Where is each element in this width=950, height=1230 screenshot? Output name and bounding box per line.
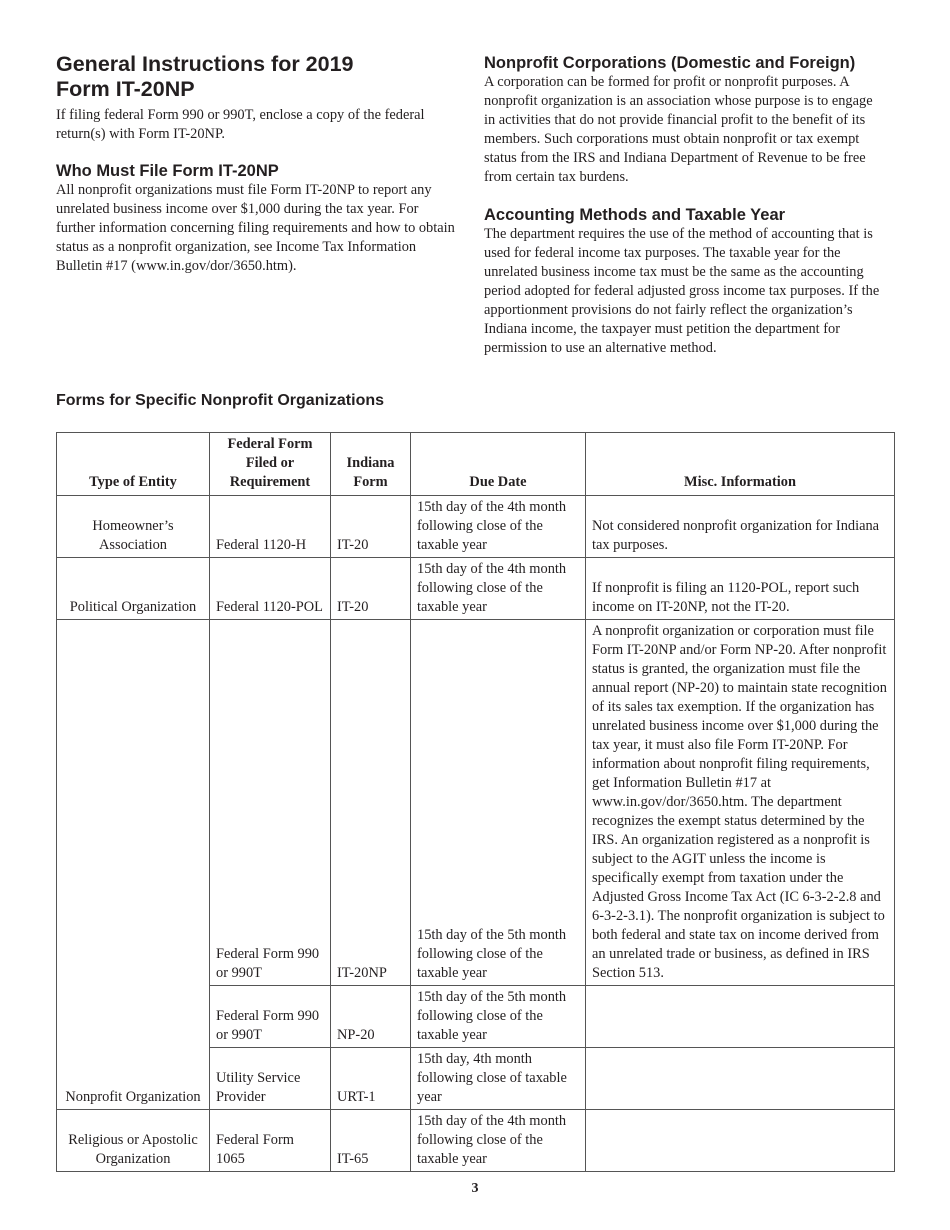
indiana-form-cell: URT-1 [331,1048,411,1110]
due-date-cell: 15th day of the 5th month following close of the taxable year [411,986,586,1048]
misc-info-cell [586,1048,895,1110]
indiana-form-cell: NP-20 [331,986,411,1048]
page-number: 3 [471,1181,479,1196]
page-title [56,52,458,102]
indiana-form-cell: IT-20 [331,558,411,620]
header-misc-information: Misc. Information [586,433,895,496]
forms-table [56,432,895,1172]
table-header-row [57,433,895,496]
who-must-file-heading: Who Must File Form IT-20NP [56,162,279,180]
entity-cell: Religious or Apostolic Organization [57,1110,210,1172]
federal-form-cell: Federal 1120-POL [210,558,331,620]
entity-cell: Political Organization [57,558,210,620]
nonprofit-corporations-paragraph: A corporation can be formed for profit or nonprofit purposes. A nonprofit organization is an association whose purpose is to engage in activities that do not provide financial profit to the benefit of its members. Such corporations must obtain nonprofit or tax exempt status from the IRS and Indiana Department of Revenue to be free from certain tax burdens. [484,74,873,185]
indiana-form-cell: IT-20NP [331,620,411,986]
indiana-form-cell: IT-65 [331,1110,411,1172]
table-row [57,496,895,558]
federal-form-cell: Utility Service Provider [210,1048,331,1110]
entity-cell: Homeowner’s Association [57,496,210,558]
who-must-file-paragraph: All nonprofit organizations must file Form IT-20NP to report any unrelated business income over $1,000 during the tax year. For further information concerning filing requirements and how to obtain status as a nonprofit organization, see Income Tax Information Bulletin #17 (www.in.gov/dor/3650.htm). [56,182,455,274]
intro-paragraph: If filing federal Form 990 or 990T, enclose a copy of the federal return(s) with Form IT-20NP. [56,107,425,142]
federal-form-cell: Federal Form 990 or 990T [210,986,331,1048]
table-row [57,1110,895,1172]
header-federal-form: Federal Form Filed or Requirement [210,433,331,496]
header-indiana-form: Indiana Form [331,433,411,496]
federal-form-cell: Federal 1120-H [210,496,331,558]
due-date-cell: 15th day of the 4th month following close of the taxable year [411,1110,586,1172]
table-row [57,558,895,620]
federal-form-cell: Federal Form 1065 [210,1110,331,1172]
misc-info-cell [586,986,895,1048]
forms-table-heading: Forms for Specific Nonprofit Organizations [56,392,385,409]
accounting-methods-paragraph: The department requires the use of the method of accounting that is used for federal income tax purposes. The taxable year for the unrelated business income tax must be the same as the accounting period adopted for federal adjusted gross income tax purposes. If the apportionment provisions do not fairly reflect the organization’s Indiana income, the taxpayer must petition the department for permission to use an alternative method. [484,226,880,356]
due-date-cell: 15th day of the 5th month following close of the taxable year [411,620,586,986]
misc-info-cell: If nonprofit is filing an 1120-POL, report such income on IT-20NP, not the IT-20. [586,558,895,620]
entity-cell: Nonprofit Organization [57,620,210,1110]
misc-info-cell: Not considered nonprofit organization for Indiana tax purposes. [586,496,895,558]
header-due-date: Due Date [411,433,586,496]
due-date-cell: 15th day of the 4th month following close of the taxable year [411,558,586,620]
misc-info-cell: A nonprofit organization or corporation must file Form IT-20NP and/or Form NP-20. After nonprofit status is granted, the organization must file the annual report (NP-20) to maintain state recognition of its sales tax exemption. If the organization has unrelated business income over $1,000 during the tax year, it must also file Form IT-20NP. For information about nonprofit filing requirements, get Information Bulletin #17 at www.in.gov/dor/3650.htm. The department recognizes the exempt status determined by the IRS. An organization registered as a nonprofit is subject to the AGIT unless the income is specifically exempt from taxation under the Adjusted Gross Income Tax Act (IC 6-3-2-2.8 and 6-3-2-3.1). The nonprofit organization is subject to both federal and state tax on income derived from an unrelated trade or business, as defined in IRS Section 513. [586,620,895,986]
header-type-of-entity: Type of Entity [57,433,210,496]
due-date-cell: 15th day, 4th month following close of taxable year [411,1048,586,1110]
title-line-2: Form IT-20NP [56,77,195,101]
right-column [484,52,884,358]
title-line-1: General Instructions for 2019 [56,52,354,76]
table-row [57,620,895,986]
due-date-cell: 15th day of the 4th month following close of the taxable year [411,496,586,558]
federal-form-cell: Federal Form 990 or 990T [210,620,331,986]
accounting-methods-heading: Accounting Methods and Taxable Year [484,206,786,224]
nonprofit-corporations-heading: Nonprofit Corporations (Domestic and Foreign) [484,54,856,72]
misc-info-cell [586,1110,895,1172]
indiana-form-cell: IT-20 [331,496,411,558]
left-column [56,52,458,276]
